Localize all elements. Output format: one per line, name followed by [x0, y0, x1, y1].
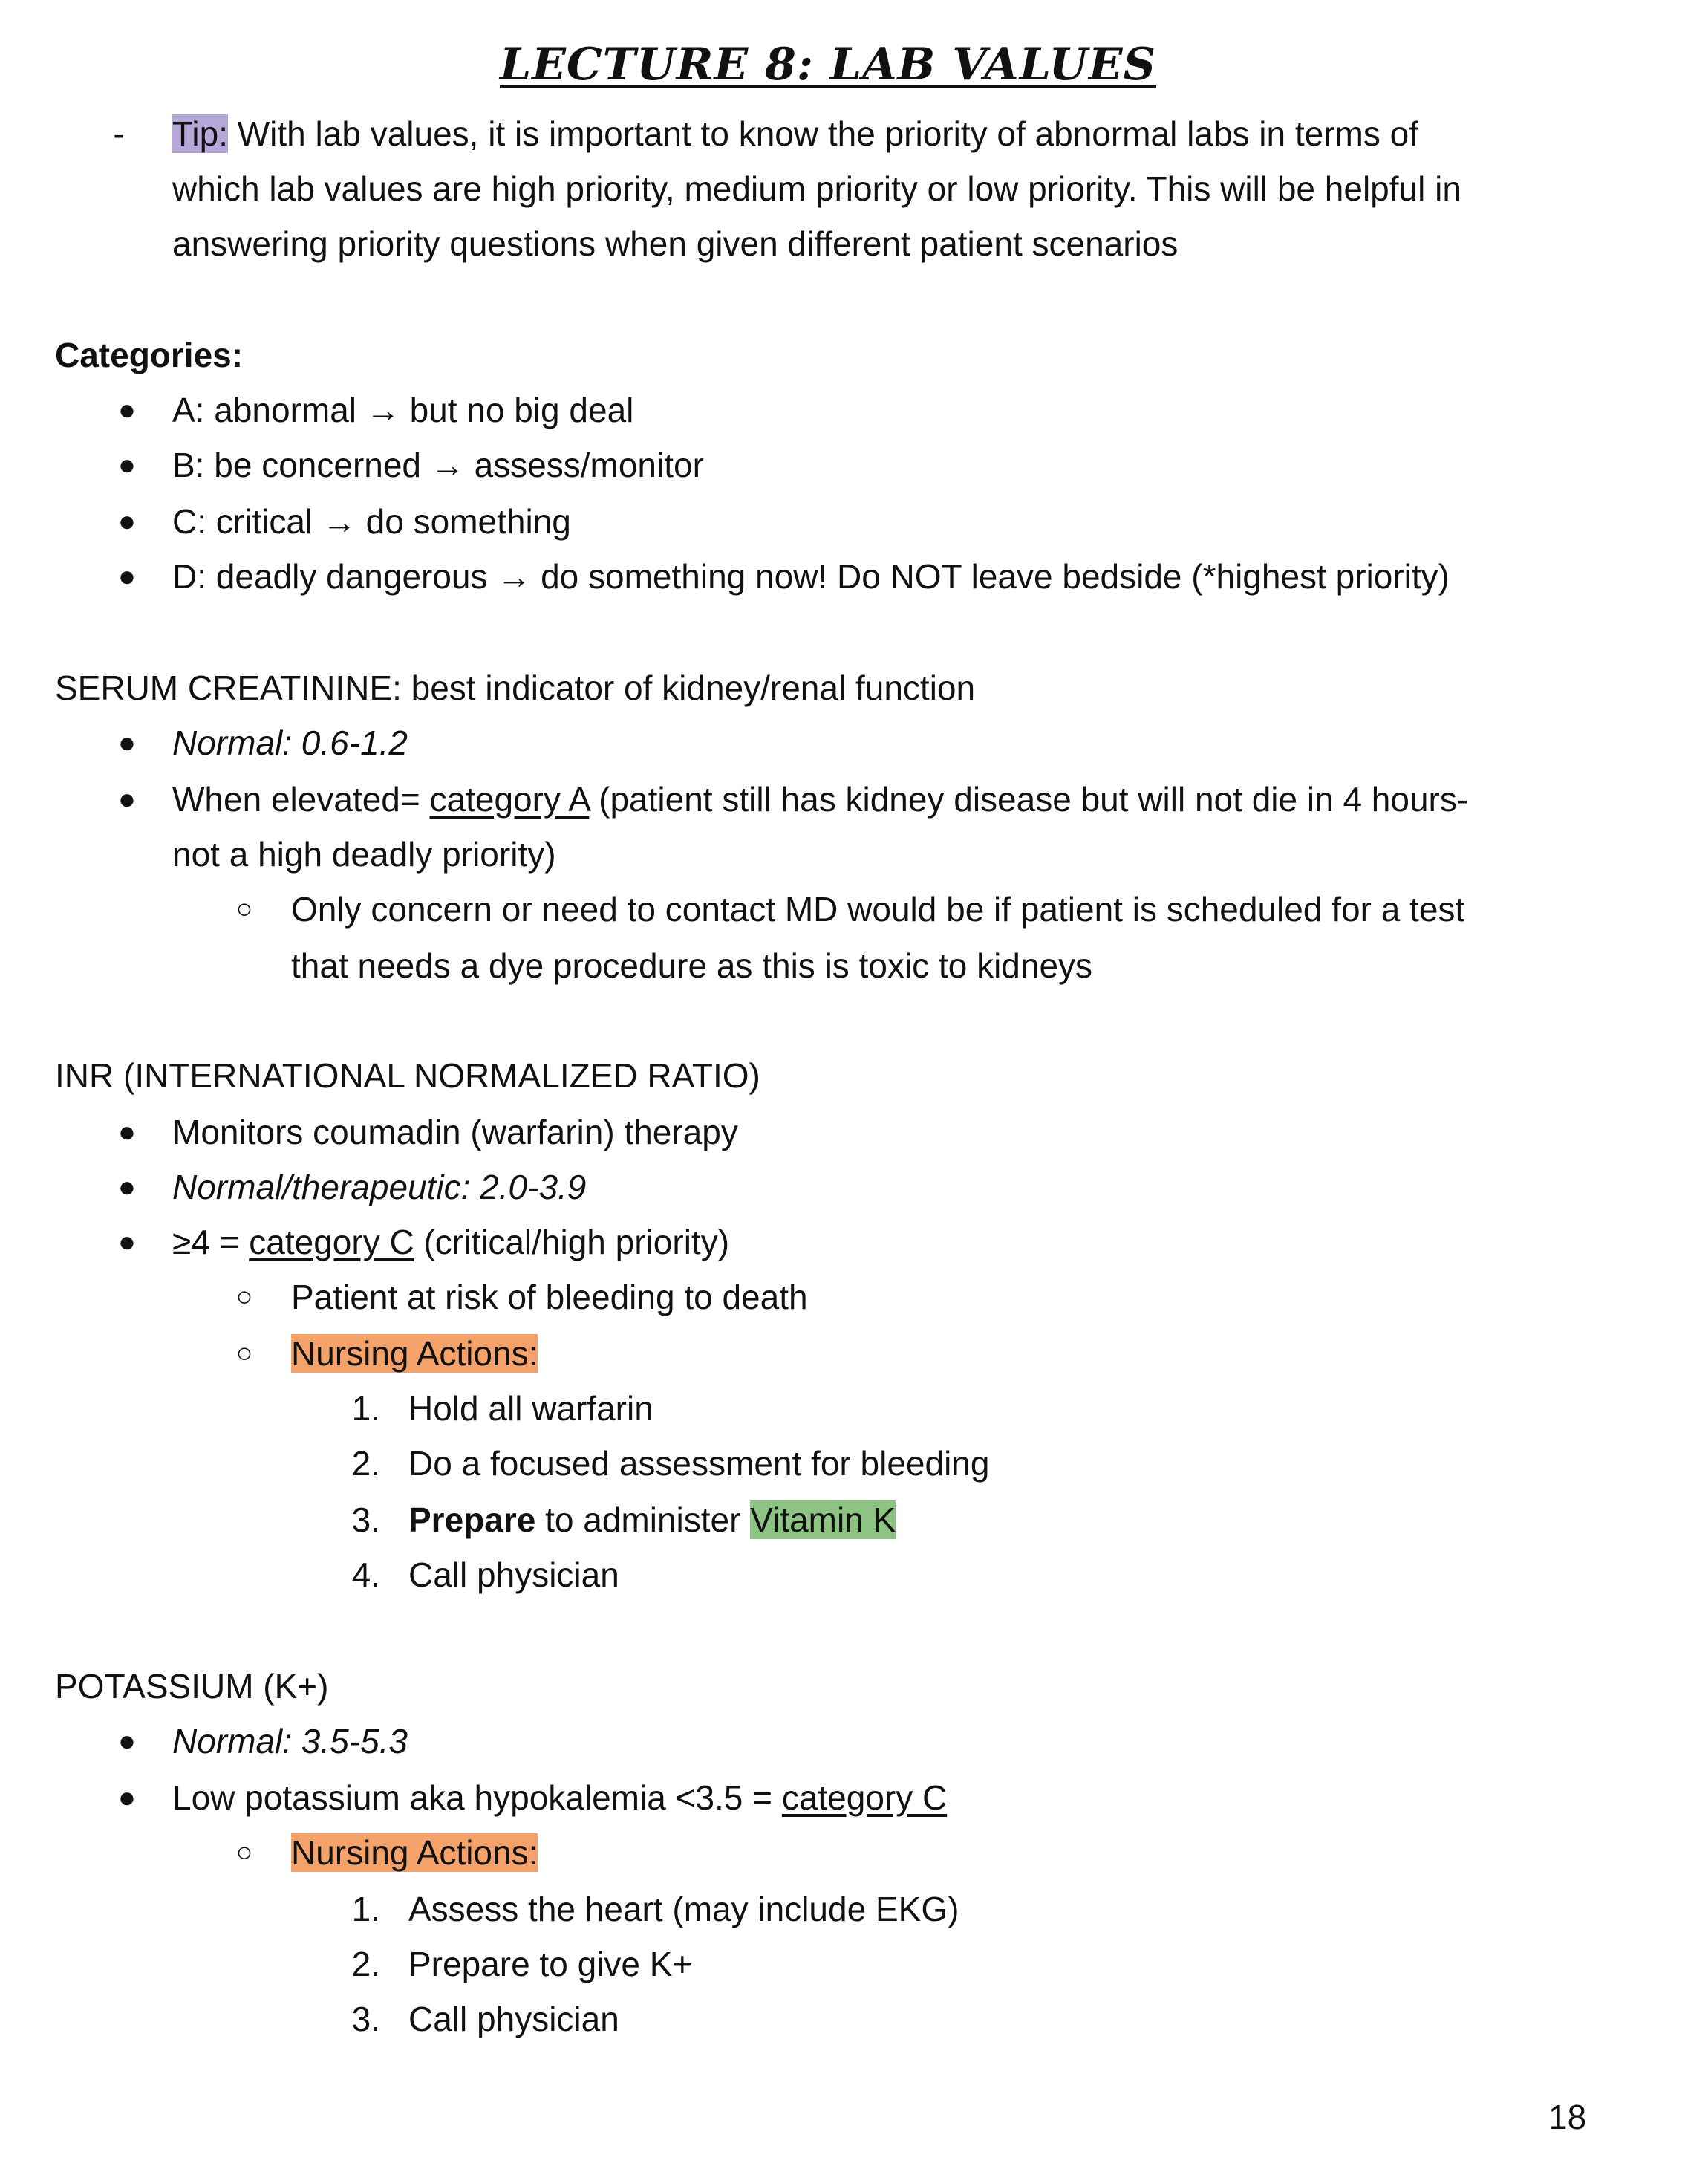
inr-sub: Patient at risk of bleeding to death	[291, 1278, 808, 1316]
list-number: 1.	[351, 1389, 380, 1428]
creatinine-elevated-cont: not a high deadly priority)	[172, 835, 556, 874]
circle-bullet-icon: ○	[235, 1281, 253, 1313]
potassium-heading: POTASSIUM (K+)	[55, 1667, 329, 1706]
action-item: Hold all warfarin	[408, 1389, 653, 1428]
list-number: 1.	[351, 1890, 380, 1928]
inr-normal: Normal/therapeutic: 2.0-3.9	[172, 1168, 587, 1206]
category-item: A: abnormal → but no big deal	[172, 391, 634, 429]
action-item: Assess the heart (may include EKG)	[408, 1890, 959, 1928]
inr-critical: ≥4 = category C (critical/high priority)	[172, 1223, 730, 1261]
action-item: Call physician	[408, 1555, 619, 1594]
tip-line-1: Tip: With lab values, it is important to know the priority of abnormal labs in terms of	[172, 114, 1418, 153]
list-number: 3.	[351, 2000, 380, 2038]
creatinine-sub-cont: that needs a dye procedure as this is toxic to kidneys	[291, 946, 1093, 985]
bullet-icon: ●	[117, 1116, 137, 1148]
inr-nursing-actions: Nursing Actions:	[291, 1334, 538, 1373]
bullet-icon: ●	[117, 560, 137, 593]
potassium-nursing-actions: Nursing Actions:	[291, 1833, 538, 1872]
action-item: Do a focused assessment for bleeding	[408, 1444, 990, 1483]
bullet-icon: ●	[117, 1781, 137, 1814]
circle-bullet-icon: ○	[235, 1837, 253, 1868]
bullet-icon: ●	[117, 505, 137, 538]
action-item: Prepare to administer Vitamin K	[408, 1500, 896, 1539]
categories-heading: Categories:	[55, 336, 244, 374]
category-item: C: critical → do something	[172, 502, 571, 541]
bullet-icon: ●	[117, 449, 137, 481]
page-number: 18	[1548, 2098, 1587, 2136]
bullet-icon: ●	[117, 1725, 137, 1758]
potassium-low: Low potassium aka hypokalemia <3.5 = category C	[172, 1778, 948, 1817]
dash-marker: -	[113, 114, 125, 153]
category-label: category A	[429, 780, 590, 819]
potassium-normal: Normal: 3.5-5.3	[172, 1722, 408, 1760]
tip-line-2: which lab values are high priority, medium priority or low priority. This will be helpful in	[172, 169, 1461, 208]
bullet-icon: ●	[117, 1226, 137, 1258]
bullet-icon: ●	[117, 1171, 137, 1203]
list-number: 2.	[351, 1444, 380, 1483]
action-item: Prepare to give K+	[408, 1945, 693, 1983]
bullet-icon: ●	[117, 726, 137, 759]
creatinine-sub: Only concern or need to contact MD would be if patient is scheduled for a test	[291, 890, 1465, 929]
list-number: 4.	[351, 1555, 380, 1594]
inr-item: Monitors coumadin (warfarin) therapy	[172, 1113, 738, 1151]
category-label: category C	[249, 1223, 414, 1261]
bullet-icon: ●	[117, 783, 137, 816]
page-title: LECTURE 8: LAB VALUES	[500, 39, 1156, 91]
tip-line-3: answering priority questions when given different patient scenarios	[172, 224, 1179, 263]
category-item: D: deadly dangerous → do something now! Do NOT leave bedside (*highest priority)	[172, 557, 1450, 596]
inr-heading: INR (INTERNATIONAL NORMALIZED RATIO)	[55, 1056, 760, 1095]
category-label: category C	[781, 1778, 948, 1817]
creatinine-normal: Normal: 0.6-1.2	[172, 724, 408, 762]
creatinine-heading: SERUM CREATININE: best indicator of kidney/renal function	[55, 669, 976, 707]
creatinine-elevated: When elevated= category A (patient still has kidney disease but will not die in 4 hours-	[172, 780, 1469, 819]
circle-bullet-icon: ○	[235, 1338, 253, 1369]
action-item: Call physician	[408, 2000, 619, 2038]
circle-bullet-icon: ○	[235, 894, 253, 925]
tip-label: Tip:	[172, 114, 228, 153]
category-item: B: be concerned → assess/monitor	[172, 446, 704, 484]
bullet-icon: ●	[117, 394, 137, 426]
list-number: 2.	[351, 1945, 380, 1983]
list-number: 3.	[351, 1500, 380, 1539]
